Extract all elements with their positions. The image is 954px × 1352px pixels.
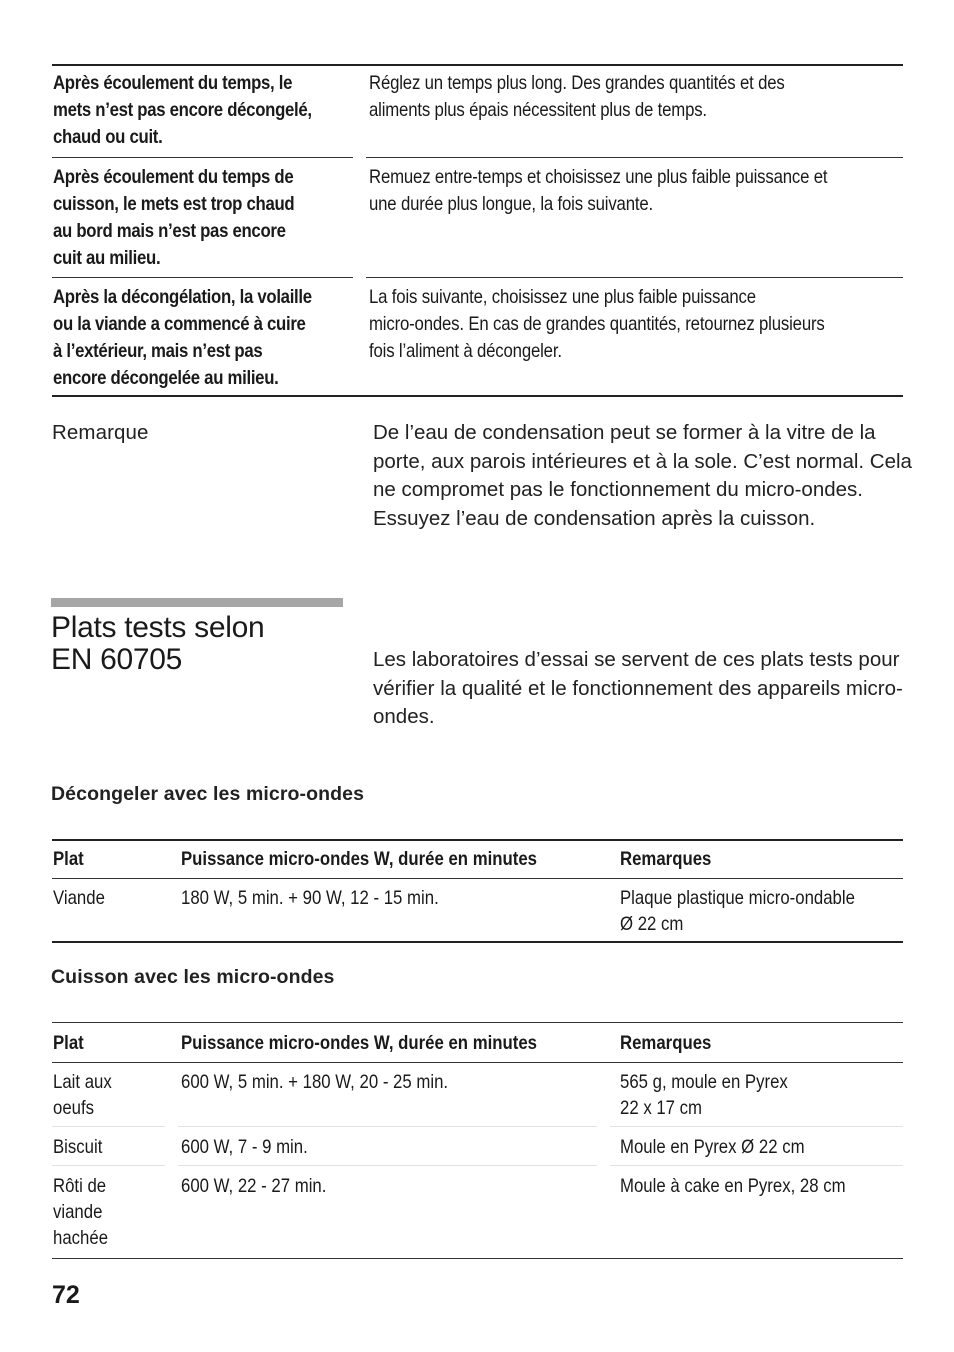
defrost-cell-plat: Viande [53,887,105,909]
cook-row-divider [610,1165,903,1166]
cook-row2-remarks: Moule en Pyrex Ø 22 cm [620,1136,805,1158]
top-rule [52,64,903,66]
problem-1: Après écoulement du temps, le mets n’est pas encore décongelé, chaud ou cuit. [53,72,312,148]
row-divider-left [52,277,353,278]
section-intro: Les laboratoires d’essai se servent de ces plats tests pour vérifier la qualité et le fonctionnement des appareils micro-ondes. [373,648,903,728]
note-label: Remarque [52,421,149,444]
page-number: 72 [52,1281,80,1309]
cook-row2-power: 600 W, 7 - 9 min. [181,1136,308,1158]
defrost-cell-remarks: Plaque plastique micro-ondable Ø 22 cm [620,887,855,935]
cook-row3-plat: Rôti de viande hachée [53,1175,109,1249]
cook-row-divider [610,1126,903,1127]
cook-row-divider [178,1165,597,1166]
row-divider-right [366,277,903,278]
cook-col-remarks: Remarques [620,1032,712,1054]
defrost-col-remarks: Remarques [620,848,712,870]
cook-top-rule [52,1022,903,1023]
section-title-line-2: EN 60705 [51,643,183,676]
cook-col-plat: Plat [53,1032,84,1054]
problem-3: Après la décongélation, la volaille ou la viande a commencé à cuire à l’extérieur, mais n’est pas encore décongelée au milieu. [53,286,312,389]
cook-row1-power: 600 W, 5 min. + 180 W, 20 - 25 min. [181,1071,449,1093]
cook-row2-plat: Biscuit [53,1136,103,1158]
cook-heading: Cuisson avec les micro-ondes [51,966,335,988]
cook-row-divider [52,1165,165,1166]
defrost-col-power: Puissance micro-ondes W, durée en minutes [181,848,537,870]
cook-row3-remarks: Moule à cake en Pyrex, 28 cm [620,1175,846,1197]
defrost-header-rule [52,878,903,879]
cook-header-rule [52,1062,903,1063]
problem-2: Après écoulement du temps de cuisson, le mets est trop chaud au bord mais n’est pas encore cuit au milieu. [53,166,295,269]
row-divider-right [366,157,903,158]
section-bar [51,598,343,607]
cook-row1-remarks: 565 g, moule en Pyrex 22 x 17 cm [620,1071,788,1119]
row-divider-left [52,157,353,158]
defrost-cell-power: 180 W, 5 min. + 90 W, 12 - 15 min. [181,887,439,909]
defrost-heading: Décongeler avec les micro-ondes [51,783,365,805]
cook-row1-plat: Lait aux oeufs [53,1071,112,1119]
section-title-line-1: Plats tests selon [51,611,265,644]
section-title [51,612,264,676]
cook-col-power: Puissance micro-ondes W, durée en minutes [181,1032,537,1054]
defrost-col-plat: Plat [53,848,84,870]
remedy-1: Réglez un temps plus long. Des grandes quantités et des aliments plus épais nécessitent plus de temps. [369,72,785,121]
cook-bottom-rule [52,1258,903,1259]
remedy-3: La fois suivante, choisissez une plus faible puissance micro-ondes. En cas de grandes quantités, retournez plusieurs fois l’aliment à décongeler. [369,286,825,362]
cook-row-divider [178,1126,597,1127]
cook-row-divider [52,1126,165,1127]
troubleshooting-bottom-rule [52,395,903,397]
note-text: De l’eau de condensation peut se former à la vitre de la porte, aux parois intérieures et à la sole. C’est normal. Cela ne compromet pas le fonctionnement du micro-ondes. Essuyez l’eau de condensation après la cuisson. [373,421,912,530]
defrost-top-rule [52,839,903,841]
defrost-bottom-rule [52,941,903,943]
remedy-2: Remuez entre-temps et choisissez une plus faible puissance et une durée plus longue, la fois suivante. [369,166,828,215]
cook-row3-power: 600 W, 22 - 27 min. [181,1175,327,1197]
